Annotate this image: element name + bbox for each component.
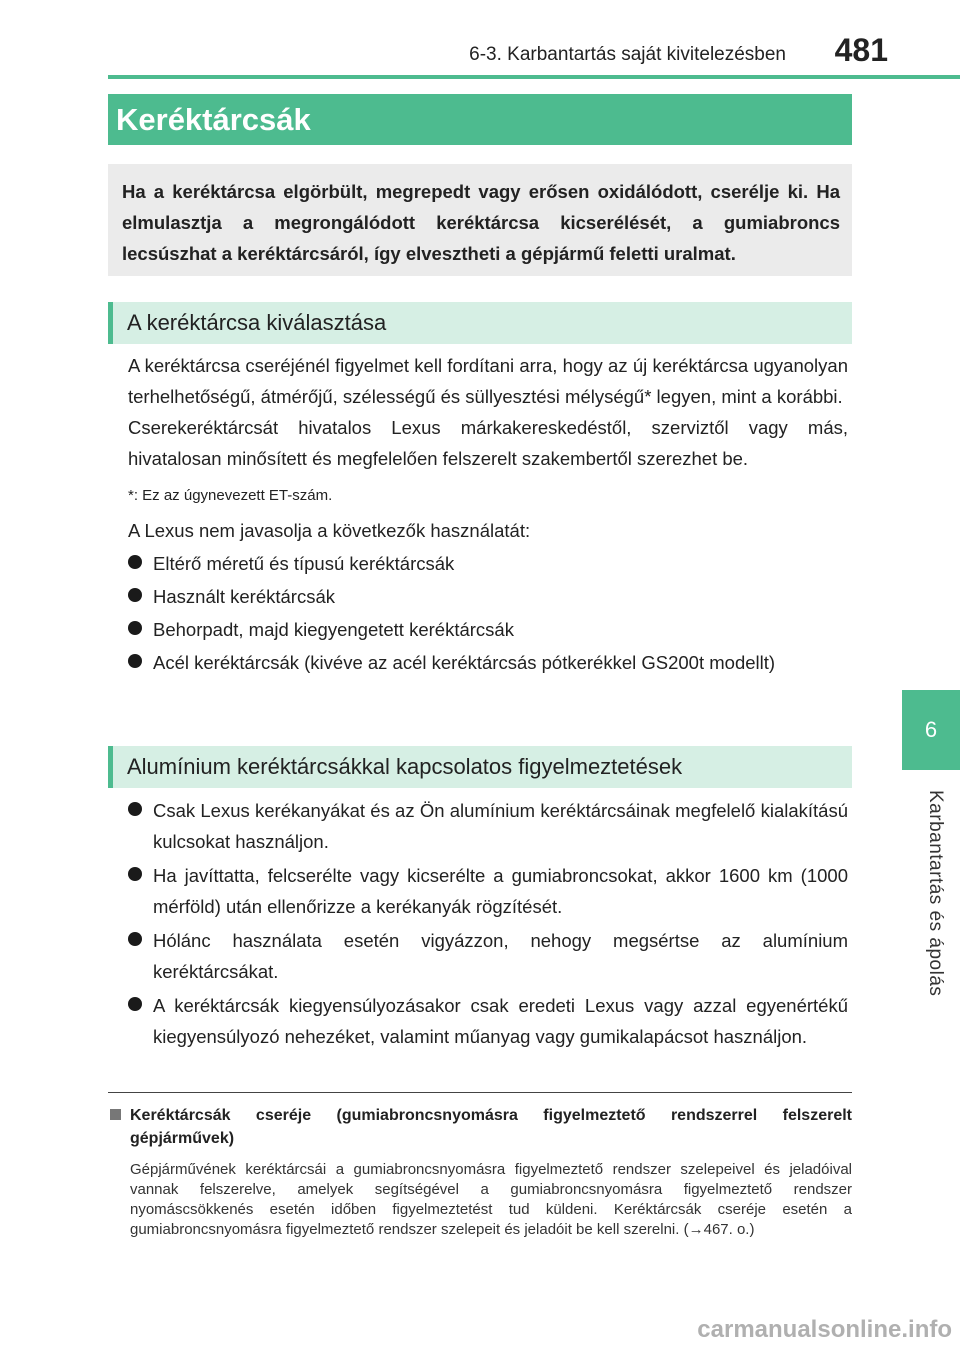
chapter-tab[interactable]: 6 [902,690,960,770]
aluminium-warnings-content [128,795,848,1052]
chapter-side-label: Karbantartás és ápolás [925,790,946,997]
section-title: Keréktárcsák [108,94,852,145]
list-item-text: Hólánc használata esetén vigyázzon, nehogy megsértse az alumínium keréktárcsákat. [153,930,848,982]
note-body: Gépjárművének keréktárcsái a gumiabroncsnyomásra figyelmeztető rendszer szelepeivel és jeladóival vannak felszerelve, amelyek segítségével a gumiabroncsnyomásra figyelmeztető rendszer nyomáscsökkenés esetén időben figyelmeztetést tud küldeni. Keréktárcsák cseréje esetén a gumiabroncsnyomásra figyelmeztető rendszer szelepeit és jeladóit be kell szerelni. (→467. o.) [130,1161,852,1238]
bullet-icon [128,588,142,602]
wheel-selection-content [128,350,848,678]
list-item-text: Ha javíttatta, felcserélte vagy kicserélte a gumiabroncsokat, akkor 1600 km (1000 mérföld) után ellenőrizze a kerékanyák rögzítését. [153,865,848,917]
chapter-title: 6-3. Karbantartás saját kivitelezésben [469,44,786,65]
page-number: 481 [834,32,888,68]
list-intro: A Lexus nem javasolja a következők használatát: [128,520,531,541]
note-block [108,1104,852,1240]
warning-text: Ha a keréktárcsa elgörbült, megrepedt vagy erősen oxidálódott, cserélje ki. Ha elmulasztja a megrongálódott keréktárcsa kicserélését, a gumiabroncs lecsúszhat a keréktárcsáról, így elvesztheti a gépjármű feletti uralmat. [122,181,840,264]
list-item [128,647,848,678]
list-item-text: A keréktárcsák kiegyensúlyozásakor csak eredeti Lexus vagy azzal egyenértékű kiegyensúlyozó nehezéket, valamint műanyag vagy gumikalapácsot használjon. [153,995,848,1047]
list-item [128,990,848,1052]
list-item [128,581,848,612]
list-item-text: Használt keréktárcsák [153,586,335,607]
list-item [128,795,848,857]
list-item-text: Behorpadt, majd kiegyengetett keréktárcsák [153,619,514,640]
bullet-icon [128,932,142,946]
watermark: carmanualsonline.info [697,1316,952,1343]
paragraph: Cserekeréktárcsát hivatalos Lexus márkakereskedéstől, szerviztől vagy más, hivatalosan minősített és megfelelően felszerelt szakembertől szerezhet be. [128,417,848,469]
note-title-text: Keréktárcsák cseréje (gumiabroncsnyomásra figyelmeztető rendszerrel felszerelt gépjárművek) [130,1107,852,1147]
list-item-text: Csak Lexus kerékanyákat és az Ön alumínium keréktárcsáinak megfelelő kialakítású kulcsokat használjon. [153,800,848,852]
bullet-icon [128,997,142,1011]
list-item-text: Eltérő méretű és típusú keréktárcsák [153,553,455,574]
bullet-icon [128,867,142,881]
list-item [128,548,848,579]
not-recommended-list [128,548,848,678]
note-title [108,1104,852,1150]
bullet-icon [128,621,142,635]
list-item-text: Acél keréktárcsák (kivéve az acél keréktárcsás pótkerékkel GS200t modellt) [153,652,776,673]
list-item [128,614,848,645]
footnote: *: Ez az úgynevezett ET-szám. [128,487,333,504]
subsection-title-wheel-selection: A keréktárcsa kiválasztása [108,302,852,344]
header-divider [108,75,960,79]
bullet-icon [128,802,142,816]
square-bullet-icon [110,1109,121,1120]
bullet-icon [128,555,142,569]
subsection-title-aluminium-warnings: Alumínium keréktárcsákkal kapcsolatos figyelmeztetések [108,746,852,788]
note-divider [108,1092,852,1093]
warning-box [108,164,852,276]
aluminium-warnings-list [128,795,848,1052]
paragraph: A keréktárcsa cseréjénél figyelmet kell fordítani arra, hogy az új keréktárcsa ugyanolyan terhelhetőségű, átmérőjű, szélességű és süllyesztési mélységű* legyen, mint a korábbi. [128,355,848,407]
bullet-icon [128,654,142,668]
list-item [128,925,848,987]
list-item [128,860,848,922]
